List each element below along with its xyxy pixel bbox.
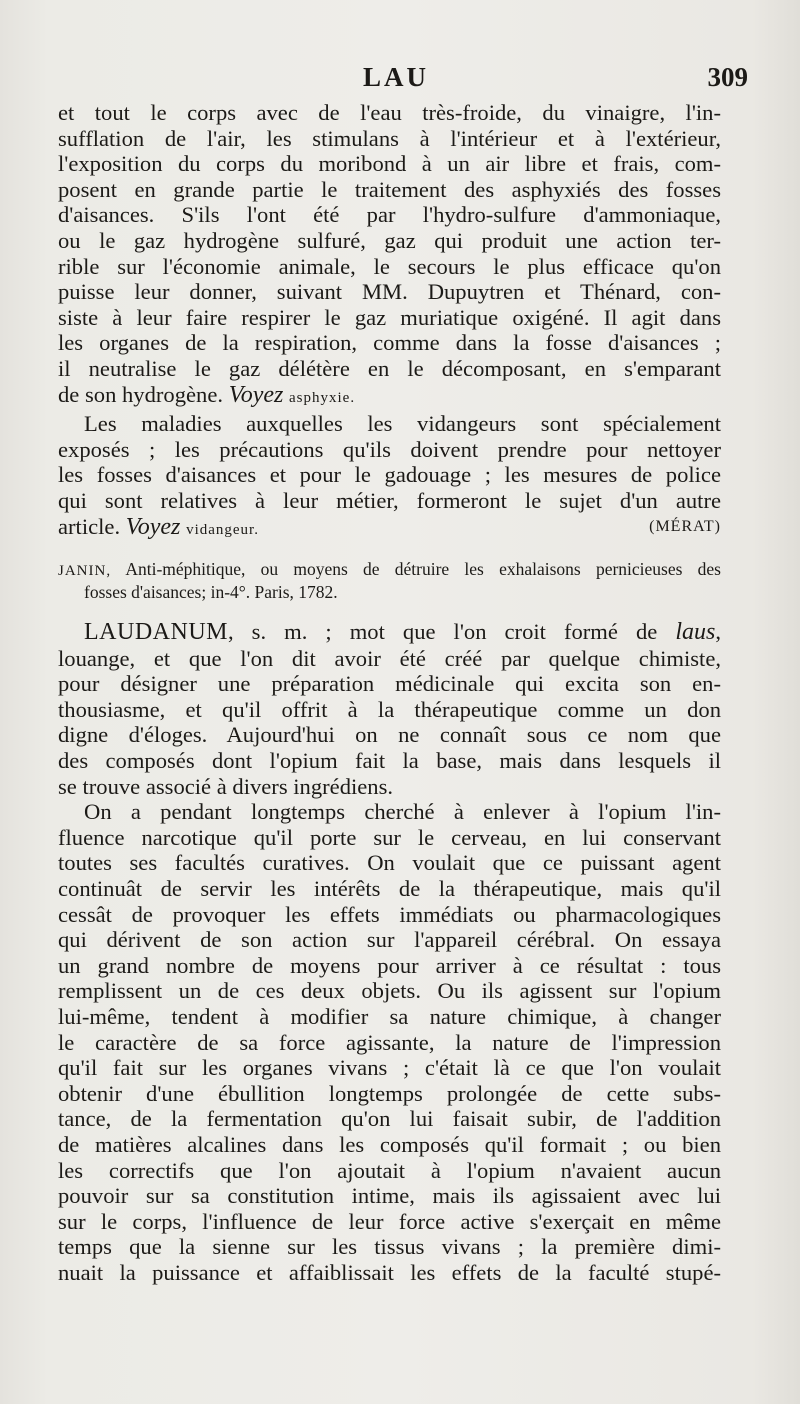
text-line — [58, 514, 721, 544]
paragraph-vidangeurs — [58, 411, 721, 543]
text-line: louange, et que l'on dit avoir été créé par quelque chimiste, — [58, 645, 721, 671]
line-text: , s. m. ; mot que l'on croit formé de — [228, 619, 658, 645]
page-header — [56, 62, 748, 98]
text-line: l'exposition du corps du moribond à un air libre et frais, com- — [58, 151, 721, 177]
paragraph-asphyxia — [58, 100, 721, 411]
cross-reference: asphyxie. — [289, 389, 356, 406]
text-line: se trouve associé à divers ingrédiens. — [58, 773, 394, 799]
text-line: posent en grande partie le traitement des asphyxiés des fosses — [58, 176, 721, 202]
text-line: thousiasme, et qu'il offrit à la thérapeutique comme un don — [58, 696, 721, 722]
page-number: 309 — [707, 62, 748, 92]
text-line: les correctifs que l'on ajoutait à l'opium n'avaient aucun — [58, 1157, 721, 1183]
text-line — [58, 619, 721, 646]
voyez-label: Voyez — [125, 513, 181, 540]
text-line — [58, 382, 721, 412]
page-body — [58, 100, 721, 1286]
cross-reference: vidangeur. — [186, 521, 259, 538]
text-line: lui-même, tendent à modifier sa nature chimique, à changer — [58, 1004, 721, 1029]
text-line: rible sur l'économie animale, le secours le plus efficace qu'on — [58, 253, 721, 279]
text-line: de matières alcalines dans les composés qu'il formait ; ou bien — [58, 1131, 721, 1157]
line-text: article. — [58, 513, 121, 539]
spacer — [58, 603, 721, 619]
text-line: ou le gaz hydrogène sulfuré, gaz qui produit une action ter- — [58, 227, 721, 253]
text-line: qu'il fait sur les organes vivans ; c'était là ce que l'on voulait — [58, 1055, 721, 1081]
line-text: , — [715, 619, 721, 645]
text-line: sur le corps, l'influence de leur force active s'exerçait en même — [58, 1208, 721, 1234]
latin-word: laus — [675, 619, 716, 646]
author-signature: (MÉRAT) — [649, 517, 721, 535]
text-line: fluence narcotique qu'il porte sur le cerveau, en lui conservant — [58, 824, 721, 850]
text-line: On a pendant longtemps cherché à enlever à l'opium l'in- — [84, 799, 721, 825]
entry-headword: LAUDANUM — [84, 619, 228, 646]
text-line: les fosses d'aisances et pour le gadouage ; les mesures de police — [58, 462, 721, 488]
text-line: puisse leur donner, suivant MM. Dupuytren et Thénard, con- — [58, 279, 721, 305]
bibliography-entry — [58, 559, 721, 603]
text-line: continuât de servir les intérêts de la thérapeutique, mais qu'il — [58, 876, 721, 902]
text-line: des composés dont l'opium fait la base, mais dans lesquels il — [58, 748, 721, 774]
text-line: et tout le corps avec de l'eau très-froide, du vinaigre, l'in- — [58, 100, 721, 125]
bibliography-line: fosses d'aisances; in-4°. Paris, 1782. — [84, 582, 338, 603]
bibliography-line — [58, 559, 721, 582]
spacer — [58, 543, 721, 559]
running-head: LAU — [362, 62, 429, 92]
paragraph-opium — [58, 799, 721, 1285]
text-line: un grand nombre de moyens pour arriver à ce résultat : tous — [58, 952, 721, 978]
text-line: les organes de la respiration, comme dans la fosse d'aisances ; — [58, 330, 721, 356]
text-line: remplissent un de ces deux objets. Ou ils agissent sur l'opium — [58, 978, 721, 1004]
text-line: cessât de provoquer les effets immédiats ou pharmacologiques — [58, 901, 721, 927]
text-line: nuait la puissance et affaiblissait les effets de la faculté stupé- — [58, 1259, 721, 1285]
text-line: qui sont relatives à leur métier, formeront le sujet d'un autre — [58, 487, 721, 513]
text-line: exposés ; les précautions qu'ils doivent prendre pour nettoyer — [58, 436, 721, 462]
text-line: Les maladies auxquelles les vidangeurs sont spécialement — [84, 411, 721, 437]
text-line: digne d'éloges. Aujourd'hui on ne connaît sous ce nom que — [58, 722, 721, 748]
bibliography-title: Anti-méphitique, ou moyens de détruire les exhalaisons pernicieuses des — [125, 559, 721, 580]
line-text: de son hydrogène. — [58, 381, 224, 407]
bibliography-author: JANIN, — [58, 563, 112, 580]
text-line: pour désigner une préparation médicinale qui excita son en- — [58, 671, 721, 697]
entry-laudanum — [58, 619, 721, 799]
text-line: il neutralise le gaz délétère en le décomposant, en s'emparant — [58, 355, 721, 381]
text-line: toutes ses facultés curatives. On voulait que ce puissant agent — [58, 850, 721, 876]
text-line: obtenir d'une ébullition longtemps prolongée de cette subs- — [58, 1080, 721, 1106]
text-line: qui dérivent de son action sur l'appareil cérébral. On essaya — [58, 927, 721, 953]
text-line: sufflation de l'air, les stimulans à l'intérieur et à l'extérieur, — [58, 125, 721, 151]
text-line: d'aisances. S'ils l'ont été par l'hydro-sulfure d'ammoniaque, — [58, 202, 721, 228]
text-line: pouvoir sur sa constitution intime, mais ils agissaient avec lui — [58, 1183, 721, 1209]
text-line: siste à leur faire respirer le gaz muriatique oxigéné. Il agit dans — [58, 304, 721, 330]
text-line: le caractère de sa force agissante, la nature de l'impression — [58, 1029, 721, 1055]
text-line: tance, de la fermentation qu'on lui faisait subir, de l'addition — [58, 1106, 721, 1132]
text-line: temps que la sienne sur les tissus vivans ; la première dimi- — [58, 1234, 721, 1260]
voyez-label: Voyez — [228, 381, 284, 408]
